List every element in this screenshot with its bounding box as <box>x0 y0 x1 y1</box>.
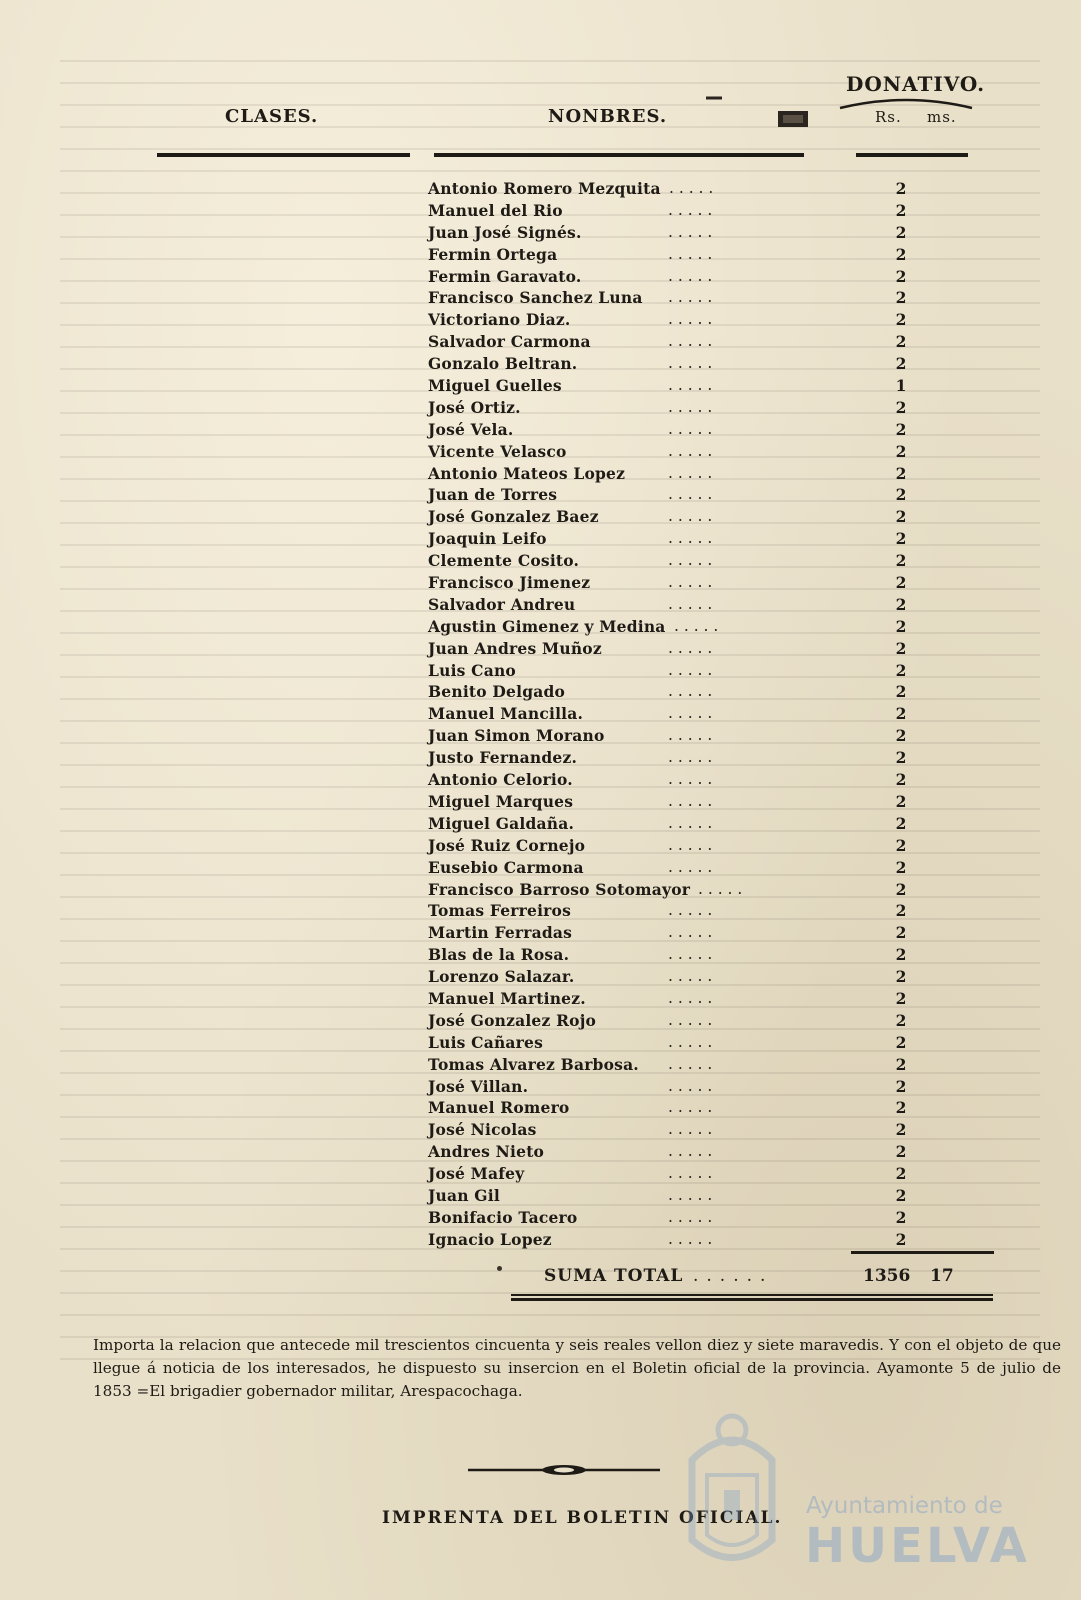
donor-amount-reales: 2 <box>895 1185 907 1205</box>
donor-name: Juan Simon Morano <box>428 726 605 746</box>
donor-name: Miguel Guelles <box>428 376 562 396</box>
donor-row <box>428 1054 968 1076</box>
donor-name: Juan Andres Muñoz <box>428 638 602 658</box>
suma-total-maravedis: 17 <box>930 1266 954 1286</box>
leader-dots: . . . . . <box>668 529 713 548</box>
leader-dots: . . . . . <box>668 441 713 460</box>
donor-amount-reales: 2 <box>895 1164 907 1184</box>
donor-row <box>428 200 968 222</box>
nombres-column-rule <box>434 153 804 157</box>
donor-name: Ignacio Lopez <box>428 1229 552 1249</box>
donor-row <box>428 747 968 769</box>
donor-name: Agustin Gimenez y Medina <box>428 616 666 636</box>
donor-name: José Gonzalez Rojo <box>428 1010 597 1030</box>
donor-row <box>428 441 968 463</box>
donor-row <box>428 1076 968 1098</box>
donor-name: Bonifacio Tacero <box>428 1207 578 1227</box>
donor-amount-reales: 2 <box>895 419 907 439</box>
leader-dots: . . . . . <box>668 1229 713 1248</box>
donor-amount-reales: 2 <box>895 770 907 790</box>
donor-amount-reales: 2 <box>895 594 907 614</box>
donor-row <box>428 725 968 747</box>
donor-name: Manuel del Rio <box>428 200 563 220</box>
donor-name: Antonio Romero Mezquita <box>428 179 661 198</box>
leader-dots: . . . . . <box>668 1054 713 1073</box>
closing-paragraph: Importa la relacion que antecede mil trescientos cincuenta y seis reales vellon diez y siete maravedis. Y con el objeto de que llegue á noticia de los interesados, he dispuesto su insercion en el Boletin oficial de la provincia. Ayamonte 5 de julio de 1853 =El brigadier gobernador militar, Arespacochaga. <box>93 1336 1061 1400</box>
donor-row <box>428 1229 968 1251</box>
donor-name: Miguel Marques <box>428 791 574 811</box>
leader-dots: . . . . . <box>668 354 713 373</box>
donor-row <box>428 900 968 922</box>
leader-dots: . . . . . <box>668 967 713 986</box>
donor-row <box>428 835 968 857</box>
clases-column-rule <box>157 153 410 157</box>
donor-amount-reales: 2 <box>895 1229 907 1249</box>
leader-dots: . . . . . <box>668 288 713 307</box>
donor-amount-reales: 2 <box>895 660 907 680</box>
donor-amount-reales: 2 <box>895 441 907 461</box>
total-bottom-rule-thin <box>511 1294 993 1296</box>
donor-amount-reales: 2 <box>895 266 907 286</box>
donor-row <box>428 660 968 682</box>
donor-amount-reales: 2 <box>895 1032 907 1052</box>
donor-amount-reales: 2 <box>895 354 907 374</box>
donor-row <box>428 813 968 835</box>
leader-dots: . . . . . <box>668 988 713 1007</box>
donor-name: Antonio Mateos Lopez <box>428 463 626 483</box>
donor-amount-reales: 1 <box>895 376 907 396</box>
donor-row <box>428 1010 968 1032</box>
donor-amount-reales: 2 <box>895 638 907 658</box>
donor-row <box>428 309 968 331</box>
leader-dots: . . . . . <box>668 463 713 482</box>
donor-row <box>428 550 968 572</box>
donor-name: Fermin Garavato. <box>428 266 582 286</box>
donor-row <box>428 419 968 441</box>
donor-name: Justo Fernandez. <box>428 748 578 768</box>
donor-row <box>428 178 968 200</box>
total-top-rule <box>851 1251 994 1254</box>
leader-dots: . . . . . <box>668 1142 713 1161</box>
donor-amount-reales: 2 <box>895 529 907 549</box>
leader-dots: . . . . . <box>668 923 713 942</box>
donor-amount-reales: 2 <box>895 1142 907 1162</box>
donor-name: Juan de Torres <box>428 485 558 505</box>
leader-dots: . . . . . <box>668 1207 713 1226</box>
leader-dots: . . . . . <box>674 616 719 635</box>
donor-amount-reales: 2 <box>895 616 907 636</box>
donor-amount-reales: 2 <box>895 179 907 198</box>
header-maravedis: ms. <box>927 108 957 126</box>
donor-amount-reales: 2 <box>895 901 907 921</box>
total-bottom-rule-thick <box>511 1298 993 1301</box>
donor-name: Miguel Galdaña. <box>428 813 575 833</box>
leader-dots: . . . . . <box>668 310 713 329</box>
donor-name: Juan Gil <box>428 1185 500 1205</box>
donor-name: Gonzalo Beltran. <box>428 354 578 374</box>
donor-name: Andres Nieto <box>428 1142 545 1162</box>
donor-amount-reales: 2 <box>895 967 907 987</box>
donor-row <box>428 353 968 375</box>
donor-row <box>428 944 968 966</box>
donor-row <box>428 1163 968 1185</box>
leader-dots: . . . . . <box>668 332 713 351</box>
donor-name: Tomas Ferreiros <box>428 901 571 921</box>
divider-ornament-icon <box>466 1462 662 1478</box>
donor-name: José Ortiz. <box>428 397 521 417</box>
leader-dots: . . . . . <box>668 748 713 767</box>
donor-row <box>428 1097 968 1119</box>
leader-dots: . . . . . <box>668 835 713 854</box>
suma-total-dots: ...... <box>693 1266 774 1286</box>
donor-amount-reales: 2 <box>895 551 907 571</box>
donor-amount-reales: 2 <box>895 244 907 264</box>
donor-amount-reales: 2 <box>895 507 907 527</box>
watermark-ayuntamiento: Ayuntamiento de <box>806 1493 1003 1519</box>
donor-amount-reales: 2 <box>895 463 907 483</box>
donor-name: Salvador Carmona <box>428 332 591 352</box>
donor-amount-reales: 2 <box>895 813 907 833</box>
donor-name: Tomas Alvarez Barbosa. <box>428 1054 639 1074</box>
suma-total-label: SUMA TOTAL <box>544 1266 684 1286</box>
leader-dots: . . . . . <box>668 266 713 285</box>
donor-name: José Villan. <box>428 1076 529 1096</box>
donor-amount-reales: 2 <box>895 332 907 352</box>
donor-name: Francisco Jimenez <box>428 573 591 593</box>
donor-row <box>428 572 968 594</box>
donor-row <box>428 222 968 244</box>
donor-row <box>428 331 968 353</box>
leader-dots: . . . . . <box>668 704 713 723</box>
donor-row <box>428 1119 968 1141</box>
leader-dots: . . . . . <box>668 1164 713 1183</box>
leader-dots: . . . . . <box>668 857 713 876</box>
donor-row <box>428 1185 968 1207</box>
donor-amount-reales: 2 <box>895 923 907 943</box>
suma-total-reales: 1356 <box>863 1266 911 1286</box>
donor-name: Joaquin Leifo <box>428 529 547 549</box>
donor-name: José Nicolas <box>428 1120 537 1140</box>
donor-name: Manuel Mancilla. <box>428 704 584 724</box>
leader-dots: . . . . . <box>668 770 713 789</box>
donor-name: Vicente Velasco <box>428 441 567 461</box>
leader-dots: . . . . . <box>668 682 713 701</box>
donor-name: Francisco Sanchez Luna <box>428 288 643 308</box>
donor-amount-reales: 2 <box>895 988 907 1008</box>
donor-row <box>428 966 968 988</box>
donor-row <box>428 1032 968 1054</box>
donor-name: Clemente Cosito. <box>428 551 580 571</box>
donor-row <box>428 857 968 879</box>
donor-amount-reales: 2 <box>895 748 907 768</box>
donor-amount-reales: 2 <box>895 1054 907 1074</box>
leader-dots: . . . . . <box>668 660 713 679</box>
small-mark-icon <box>704 93 724 103</box>
donor-amount-reales: 2 <box>895 835 907 855</box>
leader-dots: . . . . . <box>668 1010 713 1029</box>
leader-dots: . . . . . <box>668 244 713 263</box>
donor-amount-reales: 2 <box>895 288 907 308</box>
donor-amount-reales: 2 <box>895 310 907 330</box>
donor-name: José Gonzalez Baez <box>428 507 599 527</box>
donor-row <box>428 681 968 703</box>
leader-dots: . . . . . <box>698 879 743 898</box>
donor-name: Lorenzo Salazar. <box>428 967 575 987</box>
donor-row <box>428 594 968 616</box>
donor-name: Juan José Signés. <box>428 222 582 242</box>
huelva-coat-of-arms-watermark <box>672 1400 792 1580</box>
donor-name: José Vela. <box>428 419 514 439</box>
donor-row <box>428 922 968 944</box>
leader-dots: . . . . . <box>668 200 713 219</box>
donor-amount-reales: 2 <box>895 726 907 746</box>
leader-dots: . . . . . <box>668 1120 713 1139</box>
donor-row <box>428 769 968 791</box>
donor-row <box>428 484 968 506</box>
ink-dot <box>497 1266 502 1271</box>
donor-row <box>428 1141 968 1163</box>
donor-row <box>428 463 968 485</box>
donor-name: Antonio Celorio. <box>428 770 573 790</box>
donor-name: Luis Cañares <box>428 1032 544 1052</box>
donor-amount-reales: 2 <box>895 1010 907 1030</box>
leader-dots: . . . . . <box>668 507 713 526</box>
donor-name: Blas de la Rosa. <box>428 945 570 965</box>
donor-row <box>428 506 968 528</box>
donativo-column-rule <box>856 153 968 157</box>
donor-amount-reales: 2 <box>895 1207 907 1227</box>
donor-amount-reales: 2 <box>895 857 907 877</box>
donor-name: Luis Cano <box>428 660 516 680</box>
donor-amount-reales: 2 <box>895 200 907 220</box>
donor-amount-reales: 2 <box>895 485 907 505</box>
leader-dots: . . . . . <box>668 1076 713 1095</box>
donor-row <box>428 616 968 638</box>
leader-dots: . . . . . <box>668 638 713 657</box>
printer-ornament-icon <box>776 108 810 130</box>
donor-row <box>428 287 968 309</box>
donor-row <box>428 266 968 288</box>
donor-amount-reales: 2 <box>895 682 907 702</box>
leader-dots: . . . . . <box>668 791 713 810</box>
donor-row <box>428 528 968 550</box>
donor-amount-reales: 2 <box>895 879 907 899</box>
donor-amount-reales: 2 <box>895 945 907 965</box>
donor-row <box>428 988 968 1010</box>
donor-name: Manuel Martinez. <box>428 988 586 1008</box>
donor-row <box>428 1207 968 1229</box>
donor-row <box>428 879 968 901</box>
donor-amount-reales: 2 <box>895 573 907 593</box>
header-donativo: DONATIVO. <box>846 72 986 96</box>
donor-name: Manuel Romero <box>428 1098 570 1118</box>
leader-dots: . . . . . <box>668 573 713 592</box>
donor-row <box>428 375 968 397</box>
leader-dots: . . . . . <box>668 222 713 241</box>
leader-dots: . . . . . <box>668 813 713 832</box>
watermark-huelva: HUELVA <box>805 1518 1030 1574</box>
donor-row <box>428 397 968 419</box>
header-nombres: NONBRES. <box>548 106 668 127</box>
header-clases: CLASES. <box>225 106 319 127</box>
leader-dots: . . . . . <box>668 485 713 504</box>
donor-name: José Ruiz Cornejo <box>428 835 586 855</box>
donor-row <box>428 703 968 725</box>
leader-dots: . . . . . <box>668 945 713 964</box>
donor-row <box>428 244 968 266</box>
donor-name: José Mafey <box>428 1164 525 1184</box>
leader-dots: . . . . . <box>668 419 713 438</box>
donor-name: Fermin Ortega <box>428 244 558 264</box>
leader-dots: . . . . . <box>668 1032 713 1051</box>
printer-imprint: IMPRENTA DEL BOLETIN OFICIAL. <box>382 1508 783 1528</box>
header-reales: Rs. <box>875 108 902 126</box>
donor-amount-reales: 2 <box>895 222 907 242</box>
donor-name: Salvador Andreu <box>428 594 576 614</box>
leader-dots: . . . . . <box>668 1098 713 1117</box>
leader-dots: . . . . . <box>668 726 713 745</box>
donor-name: Victoriano Diaz. <box>428 310 571 330</box>
donor-amount-reales: 2 <box>895 704 907 724</box>
donor-amount-reales: 2 <box>895 791 907 811</box>
leader-dots: . . . . . <box>668 901 713 920</box>
leader-dots: . . . . . <box>668 551 713 570</box>
leader-dots: . . . . . <box>668 594 713 613</box>
donor-name: Francisco Barroso Sotomayor <box>428 879 691 899</box>
donor-amount-reales: 2 <box>895 1076 907 1096</box>
donor-amount-reales: 2 <box>895 1098 907 1118</box>
leader-dots: . . . . . <box>668 1185 713 1204</box>
donor-row <box>428 638 968 660</box>
leader-dots: . . . . . <box>668 397 713 416</box>
donor-amount-reales: 2 <box>895 1120 907 1140</box>
leader-dots: . . . . . <box>669 179 714 197</box>
donor-name: Martin Ferradas <box>428 923 573 943</box>
leader-dots: . . . . . <box>668 376 713 395</box>
donor-name: Benito Delgado <box>428 682 566 702</box>
donor-list <box>428 178 968 1251</box>
donor-name: Eusebio Carmona <box>428 857 584 877</box>
donor-row <box>428 791 968 813</box>
donor-amount-reales: 2 <box>895 397 907 417</box>
